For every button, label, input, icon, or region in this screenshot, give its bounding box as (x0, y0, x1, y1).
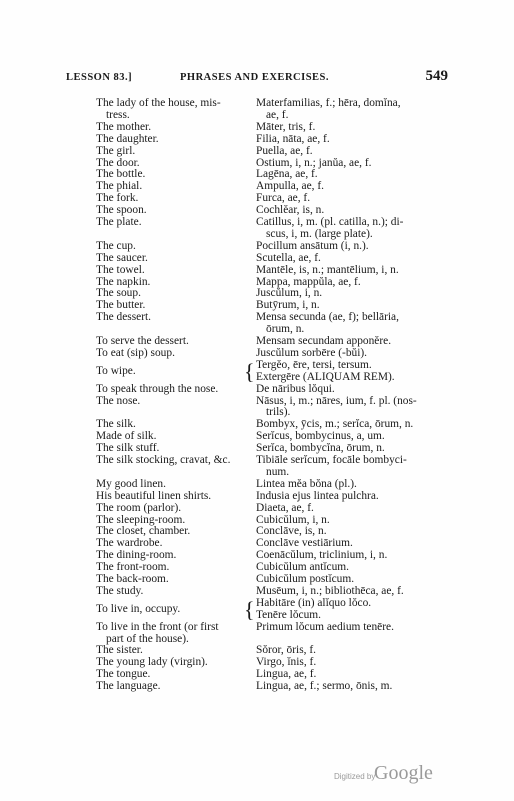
vocabulary-row (0, 265, 514, 277)
english-line: To live in, occupy. (96, 602, 181, 615)
vocabulary-row (0, 491, 514, 503)
english-line: The wardrobe. (96, 537, 163, 550)
latin-line: Tibiāle serĭcum, focāle bombyci- (256, 454, 407, 466)
english-line: To speak through the nose. (96, 382, 219, 395)
vocabulary-row (0, 598, 514, 622)
page-number: 549 (425, 68, 448, 84)
latin-translation (256, 681, 446, 693)
english-term (96, 98, 254, 122)
latin-line: Filia, nāta, ae, f. (256, 132, 330, 145)
latin-translation (256, 265, 446, 277)
vocabulary-row (0, 503, 514, 515)
google-logo: Google (374, 762, 433, 784)
english-line: The language. (96, 680, 161, 693)
vocabulary-row (0, 98, 514, 122)
latin-translation (256, 586, 446, 598)
latin-translation (256, 455, 446, 479)
english-line: To eat (sip) soup. (96, 346, 175, 359)
english-line: The sister. (96, 644, 143, 657)
english-line: The lady of the house, mis- (96, 97, 221, 109)
latin-line: Cubicŭlum postĭcum. (256, 573, 355, 585)
digitized-by-text: Digitized by (334, 772, 376, 781)
latin-line: Habitāre (in) alĭquo lŏco. (256, 596, 372, 609)
latin-line: Sŏror, ōris, f. (256, 644, 316, 657)
english-term (96, 586, 254, 598)
english-line: The plate. (96, 216, 142, 228)
english-line: The dessert. (96, 311, 152, 324)
english-term (96, 217, 254, 229)
latin-line: Conclāve vestiārium. (256, 537, 353, 550)
english-line: The cup. (96, 239, 136, 252)
vocabulary-row (0, 681, 514, 693)
english-line: To live in the front (or first (96, 620, 219, 633)
latin-line: Mensam secundam apponĕre. (256, 335, 392, 347)
latin-translation (256, 396, 446, 420)
latin-translation (256, 622, 446, 634)
english-term (96, 122, 254, 134)
latin-line: Mantēle, is, n.; mantēlium, i, n. (256, 263, 399, 276)
latin-line: Diaeta, ae, f. (256, 501, 314, 514)
latin-line: Furca, ae, f. (256, 192, 311, 205)
english-term (96, 146, 254, 158)
latin-translation (256, 384, 446, 396)
latin-line-continued: Tenēre lŏcum. (256, 608, 321, 621)
latin-translation (256, 348, 446, 360)
latin-translation (256, 122, 446, 134)
latin-line: Mensa secunda (ae, f); bellāria, (256, 311, 399, 324)
english-term (96, 491, 254, 503)
english-line: Made of silk. (96, 430, 157, 443)
latin-line: Nāsus, i, m.; nāres, ium, f. pl. (nos- (256, 394, 417, 407)
english-line: The silk stocking, cravat, &c. (96, 454, 231, 466)
curly-brace-icon: { (244, 358, 255, 384)
latin-translation (256, 312, 446, 336)
english-term (96, 253, 254, 265)
latin-line: Primum lŏcum aedium tenēre. (256, 620, 394, 633)
latin-translation (256, 134, 446, 146)
english-line: To wipe. (96, 364, 136, 377)
english-line: The saucer. (96, 251, 148, 264)
english-line: The tongue. (96, 668, 151, 681)
english-line: The sleeping-room. (96, 513, 186, 526)
english-line: The fork. (96, 192, 139, 205)
english-term (96, 681, 254, 693)
latin-translation (256, 98, 446, 122)
vocabulary-row (0, 455, 514, 479)
english-line: The towel. (96, 263, 145, 276)
latin-line-continued: trils). (266, 406, 291, 419)
latin-line: Cochlĕar, is, n. (256, 204, 325, 217)
english-term (96, 455, 254, 467)
vocabulary-row (0, 146, 514, 158)
latin-translation (256, 598, 446, 622)
latin-line: Juscŭlum sorbēre (-bŭi). (256, 346, 368, 359)
english-line: The silk. (96, 418, 136, 431)
english-term (96, 396, 254, 408)
latin-line: Bombyx, ȳcis, m.; serĭca, ōrum, n. (256, 418, 414, 431)
latin-line: Pocillum ansātum (i, n.). (256, 239, 369, 252)
english-line: The girl. (96, 144, 136, 157)
english-line: The soup. (96, 287, 141, 300)
latin-line: Coenācŭlum, triclinium, i, n. (256, 549, 388, 562)
english-line: The nose. (96, 394, 141, 407)
english-term (96, 622, 254, 646)
english-term (96, 348, 254, 360)
english-line: The napkin. (96, 275, 151, 288)
english-line: The young lady (virgin). (96, 656, 208, 669)
english-line: The spoon. (96, 204, 147, 217)
latin-line: Māter, tris, f. (256, 120, 316, 133)
english-line: The room (parlor). (96, 501, 182, 514)
latin-line-continued: scus, i, m. (large plate). (266, 227, 373, 240)
vocabulary-row (0, 253, 514, 265)
latin-line: Virgo, ĭnis, f. (256, 656, 317, 669)
latin-line: Scutella, ae, f. (256, 251, 321, 264)
english-line: The phial. (96, 180, 143, 193)
latin-line: Ampulla, ae, f. (256, 180, 325, 193)
latin-line: Cubicŭlum, i, n. (256, 513, 330, 526)
english-line: The butter. (96, 299, 146, 312)
latin-line: Serĭca, bombycĭna, ōrum, n. (256, 442, 385, 455)
english-term (96, 604, 254, 616)
latin-translation (256, 146, 446, 158)
vocabulary-row (0, 241, 514, 253)
english-line: The mother. (96, 120, 152, 133)
latin-translation (256, 479, 446, 491)
english-term (96, 366, 254, 378)
english-line: The door. (96, 156, 140, 169)
english-line: The back-room. (96, 573, 169, 585)
vocabulary-row (0, 312, 514, 336)
vocabulary-row (0, 348, 514, 360)
latin-line: Ostium, i, n.; janŭa, ae, f. (256, 156, 372, 169)
english-line: The study. (96, 584, 144, 597)
vocabulary-row (0, 360, 514, 384)
curly-brace-icon: { (244, 596, 255, 622)
vocabulary-row (0, 122, 514, 134)
vocabulary-row (0, 396, 514, 420)
running-header (66, 68, 448, 88)
latin-line: Indusia ejus lintea pulchra. (256, 489, 379, 502)
english-line: To serve the dessert. (96, 335, 189, 347)
latin-line: Cubicŭlum antĭcum. (256, 561, 350, 574)
vocabulary-row (0, 217, 514, 241)
english-line-continued: tress. (106, 108, 130, 121)
latin-translation (256, 241, 446, 253)
english-line: His beautiful linen shirts. (96, 489, 212, 502)
vocabulary-row (0, 622, 514, 646)
english-line: The bottle. (96, 168, 146, 181)
latin-line-continued: ae, f. (266, 108, 289, 121)
english-line: The dining-room. (96, 549, 177, 562)
vocabulary-row (0, 384, 514, 396)
latin-line: Butȳrum, i, n. (256, 299, 320, 312)
latin-translation (256, 253, 446, 265)
latin-line: De nāribus lŏqui. (256, 382, 335, 395)
latin-line: Lagēna, ae, f. (256, 168, 318, 181)
english-term (96, 479, 254, 491)
english-term (96, 134, 254, 146)
latin-line: Materfamilias, f.; hēra, domĭna, (256, 97, 401, 109)
latin-line: Juscŭlum, i, n. (256, 287, 323, 300)
latin-line-continued: num. (266, 465, 290, 478)
latin-line: Lintea mĕa bŏna (pl.). (256, 477, 357, 490)
latin-line: Conclāve, is, n. (256, 525, 327, 538)
latin-line-continued: Extergēre (ALIQUAM REM). (256, 370, 395, 383)
latin-translation (256, 360, 446, 384)
latin-line: Musēum, i, n.; bibliothēca, ae, f. (256, 584, 404, 597)
latin-translation (256, 503, 446, 515)
latin-translation (256, 217, 446, 241)
latin-line: Mappa, mappŭla, ae, f. (256, 275, 361, 288)
latin-line: Serĭcus, bombycinus, a, um. (256, 430, 385, 443)
latin-line: Lingua, ae, f. (256, 668, 317, 681)
english-line: The daughter. (96, 132, 159, 145)
latin-line-continued: ōrum, n. (266, 323, 305, 336)
latin-line: Catillus, i, m. (pl. catilla, n.); di- (256, 216, 404, 228)
latin-line: Lingua, ae, f.; sermo, ōnis, m. (256, 680, 393, 693)
english-term (96, 265, 254, 277)
vocabulary-row (0, 479, 514, 491)
digitization-watermark (334, 762, 444, 786)
vocabulary-row (0, 134, 514, 146)
english-term (96, 384, 254, 396)
english-term (96, 503, 254, 515)
english-term (96, 312, 254, 324)
vocabulary-row (0, 586, 514, 598)
latin-line: Tergĕo, ēre, tersi, tersum. (256, 358, 372, 371)
english-term (96, 241, 254, 253)
section-title: PHRASES AND EXERCISES. (180, 72, 329, 83)
english-line: The front-room. (96, 561, 170, 574)
english-line: My good linen. (96, 477, 166, 490)
english-line: The silk stuff. (96, 442, 160, 455)
latin-line: Puella, ae, f. (256, 144, 313, 157)
english-line-continued: part of the house). (106, 632, 189, 645)
english-line: The closet, chamber. (96, 525, 191, 538)
lesson-label: LESSON 83.] (66, 72, 133, 83)
latin-translation (256, 491, 446, 503)
